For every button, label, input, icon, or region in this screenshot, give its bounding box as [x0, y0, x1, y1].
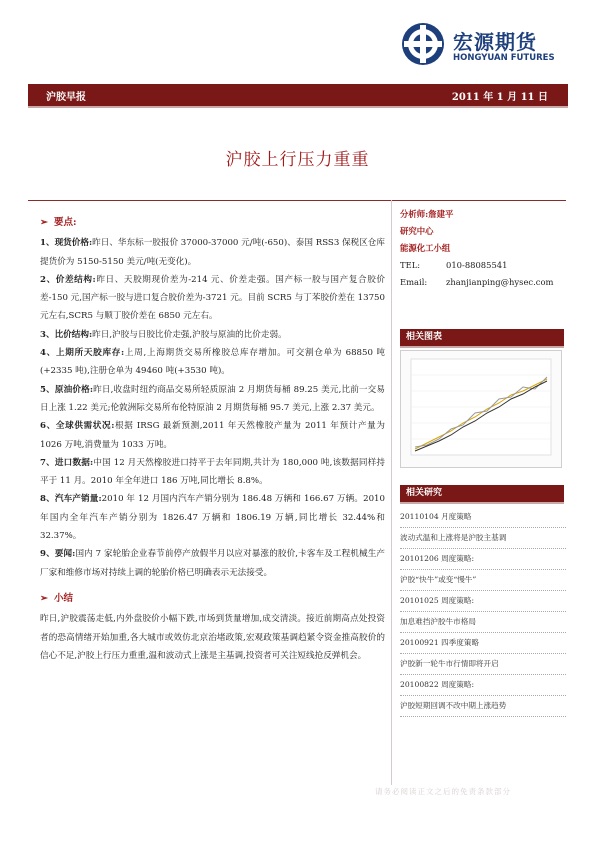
research-item[interactable]: 沪胶短期回调不改中期上涨趋势: [400, 696, 566, 717]
point-1: 1、现货价格:昨日、华东标一胶报价 37000-37000 元/吨(-650)、泰国 RSS3 保税区仓库提货价为 5150-5150 美元/吨(无变化)。: [40, 238, 385, 267]
research-heading: 相关研究: [400, 485, 564, 504]
hongyuan-logo-icon: [401, 22, 445, 66]
report-type: 沪胶早报: [46, 92, 86, 103]
research-item[interactable]: 加息难挡沪胶牛市格局: [400, 612, 566, 633]
key-points-heading: ➢ 要点:: [40, 214, 385, 232]
related-chart-thumbnail: [400, 350, 562, 468]
research-item[interactable]: 波动式温和上涨将是沪胶主基调: [400, 528, 566, 549]
point-4: 4、上期所天胶库存:上周,上海期货交易所橡胶总库存增加。可交割仓单为 68850 吨(+2335 吨),注册仓单为 49460 吨(+3530 吨)。: [40, 348, 385, 377]
point-7: 7、进口数据:中国 12 月天然橡胶进口持平于去年同期,共计为 180,000 吨,该数据同样持平于 11 月。2010 年全年进口 186 万吨,同比增长 8.8%。: [40, 457, 385, 487]
research-item[interactable]: 20100822 周度策略:: [400, 675, 566, 696]
analyst-info: [400, 206, 566, 291]
point-8: 8、汽车产销量:2010 年 12 月国内汽车产销分别为 186.48 万辆和 166.67 万辆。2010 年国内全年汽车产销分别为 1826.47 万辆和 1806.19 万辆,同比增长 32.44%和 32.37%。: [40, 494, 385, 542]
point-5: 5、原油价格:昨日,收盘时纽约商品交易所轻质原油 2 月期货每桶 89.25 美元,比前一交易日上涨 1.22 美元;伦敦洲际交易所布伦特原油 2 月期货每桶 95.7 美元,上涨 2.37 美元。: [40, 384, 386, 413]
research-item[interactable]: 沪胶“快牛”或变“慢牛”: [400, 570, 566, 591]
triangle-bullet-icon: ➢: [40, 217, 48, 228]
point-3: 3、比价结构:昨日,沪胶与日胶比价走强,沪胶与原油的比价走弱。: [40, 329, 287, 340]
column-divider: [391, 200, 392, 785]
research-dept: 研究中心: [400, 226, 434, 236]
chart-section: [400, 329, 564, 348]
company-name-en: HONGYUAN FUTURES: [453, 53, 555, 63]
point-2: 2、价差结构:昨日、天胶期现价差为-214 元、价差走强。国产标一胶与国产复合胶价差-150 元,国产标一胶与进口复合胶价差为-3721 元。目前 SCR5 与丁苯胶价差在 13750 元左右,SCR5 与顺丁胶价差在 6850 元左右。: [40, 274, 386, 322]
company-name-cn: 宏源期货: [453, 30, 537, 54]
research-item[interactable]: 20101206 周度策略:: [400, 549, 566, 570]
page-title: 沪胶上行压力重重: [225, 150, 370, 170]
triangle-bullet-icon: ➢: [40, 592, 48, 604]
disclaimer-footer: 请务必阅读正文之后的免责条款部分: [375, 787, 511, 796]
company-logo: [401, 22, 591, 72]
point-6: 6、全球供需状况:根据 IRSG 最新预测,2011 年天然橡胶产量为 2011 年预计产量为 1026 万吨,消费量为 1033 万吨。: [40, 421, 386, 450]
tel-line: TEL: 010-88085541: [400, 260, 508, 270]
analyst-name: 分析师:詹建平: [400, 209, 454, 219]
summary-text: 昨日,沪胶震荡走低,内外盘胶价小幅下跌,市场到货量增加,成交清淡。接近前期高点处投资者的恐高情绪开始加重,各大城市或效仿北京治堵政策,宏观政策基调趋紧令资金推高胶价的信心不足,沪胶上行压力重重,温和波动式上涨是主基调,投资者可关注短线抢反弹机会。: [40, 614, 385, 661]
research-item[interactable]: 20101025 周度策略:: [400, 591, 566, 612]
tel-value: 010-88085541: [446, 260, 508, 270]
price-chart-image: [401, 351, 561, 467]
divider: [28, 200, 566, 201]
chart-heading: 相关图表: [400, 329, 564, 348]
summary-heading: ➢ 小结: [40, 590, 385, 608]
research-item[interactable]: 20100921 四季度策略: [400, 633, 566, 654]
header-bar: [28, 84, 568, 108]
research-group: 能源化工小组: [400, 243, 451, 253]
related-research: [400, 485, 566, 717]
report-date: 2011 年 1 月 11 日: [451, 92, 548, 103]
email-value[interactable]: zhanjianping@hysec.com: [446, 277, 554, 287]
main-content: [40, 214, 385, 665]
email-line: Email: zhanjianping@hysec.com: [400, 277, 554, 287]
point-9: 9、要闻:国内 7 家轮胎企业春节前停产放假半月以应对暴涨的胶价,卡客车及工程机械生产厂家和维修市场对持续上调的轮胎价格已明确表示无法接受。: [40, 549, 385, 578]
research-item[interactable]: 20110104 月度策略: [400, 507, 566, 528]
research-item[interactable]: 沪胶新一轮牛市行情即将开启: [400, 654, 566, 675]
